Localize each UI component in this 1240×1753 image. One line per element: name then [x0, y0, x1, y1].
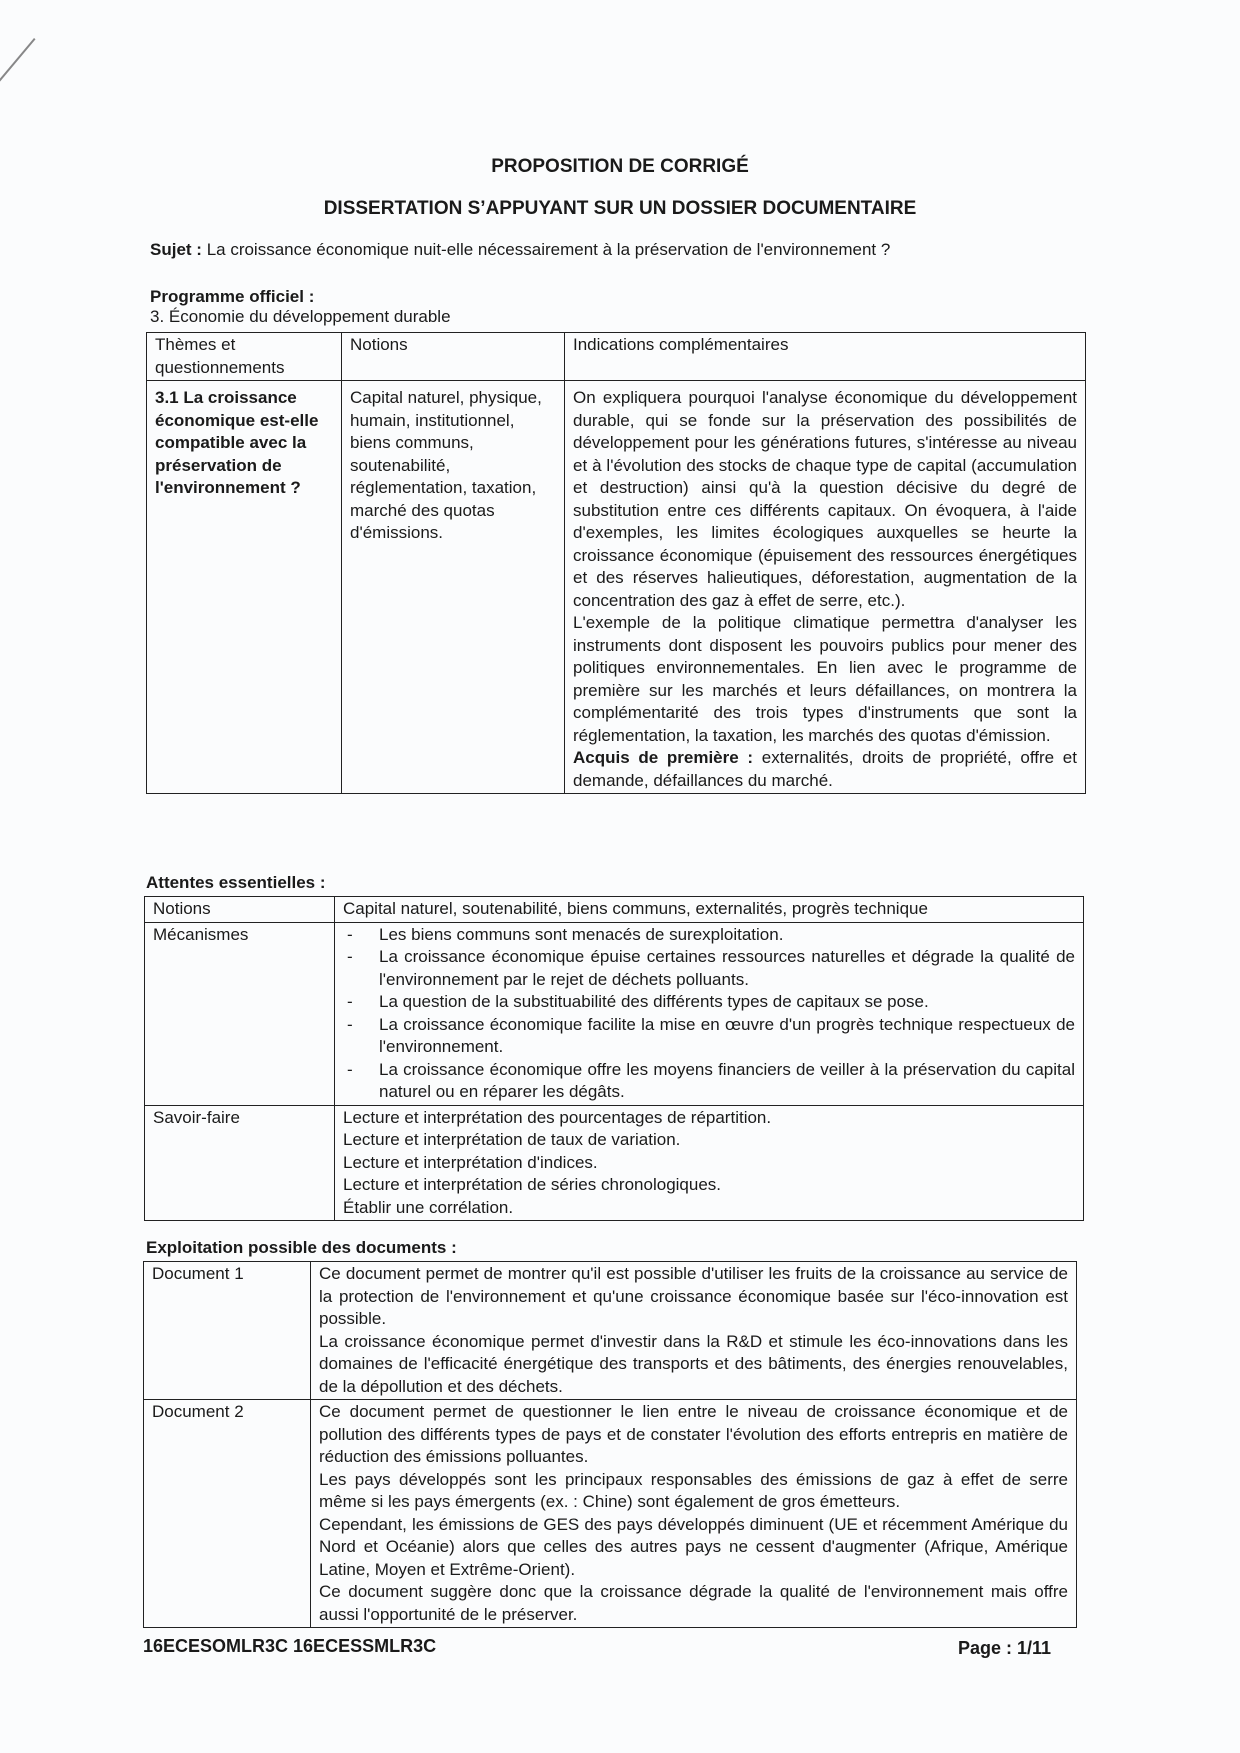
- acquis-label: Acquis de première :: [573, 748, 754, 767]
- attentes-notions-value: Capital naturel, soutenabilité, biens communs, externalités, progrès technique: [335, 897, 1084, 923]
- doc1-paragraph-1: Ce document permet de montrer qu'il est possible d'utiliser les fruits de la croissance au service de la protection de l'environnement et qu'une croissance économique basée sur l'éco-innovation est possible.: [319, 1264, 1068, 1328]
- mecanismes-list: [343, 924, 1075, 1104]
- acquis-text: externalités, droits de propriété, offre et demande, défaillances du marché.: [573, 748, 1077, 790]
- savoir-cell: [335, 1105, 1084, 1221]
- header-notions: Notions: [342, 333, 565, 381]
- acquis-paragraph: [573, 747, 1077, 792]
- header-indications: Indications complémentaires: [565, 333, 1086, 381]
- mecanismes-label: Mécanismes: [145, 922, 335, 1105]
- subject-text: La croissance économique nuit-elle nécessairement à la préservation de l'environnement ?: [206, 240, 891, 259]
- subject-label: Sujet :: [150, 240, 202, 259]
- mecanismes-cell: [335, 922, 1084, 1105]
- indications-paragraph-2: L'exemple de la politique climatique permettra d'analyser les instruments dont disposent les pouvoirs publics pour mener des politiques environnementales. En lien avec le programme de première sur les marchés et leurs défaillances, on montrera la complémentarité des trois types d'instruments que sont la réglementation, la taxation, les marchés des quotas d'émission.: [573, 613, 1077, 745]
- programme-heading: Programme officiel :: [150, 287, 315, 306]
- list-item: - La croissance économique offre les moyens financiers de veiller à la préservation du capital naturel ou en réparer les dégâts.: [343, 1059, 1075, 1104]
- doc2-paragraph-2: Les pays développés sont les principaux responsables des émissions de gaz à effet de serre même si les pays émergents (ex. : Chine) sont également de gros émetteurs.: [319, 1469, 1068, 1511]
- attentes-notions-label: Notions: [145, 897, 335, 923]
- doc2-paragraph-4: Ce document suggère donc que la croissance dégrade la qualité de l'environnement mais offre aussi l'opportunité de le préserver.: [319, 1582, 1068, 1624]
- list-item: Lecture et interprétation des pourcentages de répartition.: [343, 1107, 772, 1127]
- subject-line: [150, 240, 890, 260]
- doc2-paragraph-3: Cependant, les émissions de GES des pays développés diminuent (UE et récemment Amérique du Nord et Océanie) alors que celles des autres pays ne cessent d'augmenter (Afrique, Amérique Latine, Moyen et Extrême-Orient).: [319, 1514, 1068, 1579]
- document-title: PROPOSITION DE CORRIGÉ: [491, 156, 749, 177]
- table-row: [144, 1400, 1077, 1628]
- page-number: Page : 1/11: [958, 1638, 1052, 1658]
- indications-paragraph-1: On expliquera pourquoi l'analyse économique du développement durable, qui se fonde sur la préservation des possibilités de développement pour les générations futures, s'intéresse au niveau et à l'évolution des stocks de chaque type de capital (accumulation et destruction) ainsi qu'à la question décisive du degré de substitution entre ces différents capitaux. On évoquera, à l'aide d'exemples, les limites écologiques auxquelles se heurte la croissance économique (épuisement des ressources énergétiques et des réserves halieutiques, déforestation, augmentation de la concentration des gaz à effet de serre, etc.).: [573, 388, 1077, 610]
- indications-cell: [565, 381, 1086, 794]
- document-subtitle: DISSERTATION S’APPUYANT SUR UN DOSSIER DOCUMENTAIRE: [323, 198, 917, 219]
- list-item: Établir une corrélation.: [343, 1197, 514, 1217]
- list-item: Lecture et interprétation de séries chronologiques.: [343, 1175, 722, 1194]
- theme-cell: 3.1 La croissance économique est-elle compatible avec la préservation de l'environnement ?: [147, 381, 342, 794]
- exploitation-heading: Exploitation possible des documents :: [146, 1238, 457, 1257]
- list-item: - La question de la substituabilité des différents types de capitaux se pose.: [343, 991, 1075, 1014]
- table-row: [145, 922, 1084, 1105]
- exploitation-table: [143, 1261, 1077, 1628]
- notions-cell: Capital naturel, physique, humain, institutionnel, biens communs, soutenabilité, réglementation, taxation, marché des quotas d'émissions.: [342, 381, 565, 794]
- table-header-row: [147, 333, 1086, 381]
- list-item: - Les biens communs sont menacés de surexploitation.: [343, 924, 1075, 947]
- programme-table: [146, 332, 1086, 794]
- doc1-cell: [311, 1262, 1077, 1400]
- list-item: - La croissance économique épuise certaines ressources naturelles et dégrade la qualité de l'environnement par le rejet de déchets polluants.: [343, 946, 1075, 991]
- doc2-label: Document 2: [144, 1400, 311, 1628]
- table-row: [145, 897, 1084, 923]
- doc2-cell: [311, 1400, 1077, 1628]
- attentes-heading: Attentes essentielles :: [146, 873, 326, 892]
- list-item: Lecture et interprétation d'indices.: [343, 1152, 598, 1172]
- pen-mark: [0, 38, 36, 93]
- doc1-paragraph-2: La croissance économique permet d'investir dans la R&D et stimule les éco-innovations dans les domaines de l'efficacité énergétique des transports et des bâtiments, des énergies renouvelables, de la dépollution et des déchets.: [319, 1331, 1068, 1396]
- attentes-table: [144, 896, 1084, 1221]
- document-code: 16ECESOMLR3C 16ECESSMLR3C: [143, 1636, 437, 1656]
- table-row: [145, 1105, 1084, 1221]
- header-themes: Thèmes et questionnements: [147, 333, 342, 381]
- savoir-label: Savoir-faire: [145, 1105, 335, 1221]
- doc1-label: Document 1: [144, 1262, 311, 1400]
- table-row: [147, 381, 1086, 794]
- doc2-paragraph-1: Ce document permet de questionner le lien entre le niveau de croissance économique et de pollution des différents types de pays et de constater l'évolution des efforts entrepris en matière de réduction des émissions polluantes.: [319, 1402, 1068, 1466]
- list-item: Lecture et interprétation de taux de variation.: [343, 1130, 681, 1149]
- programme-subheading: 3. Économie du développement durable: [150, 307, 451, 326]
- table-row: [144, 1262, 1077, 1400]
- list-item: - La croissance économique facilite la mise en œuvre d'un progrès technique respectueux de l'environnement.: [343, 1014, 1075, 1059]
